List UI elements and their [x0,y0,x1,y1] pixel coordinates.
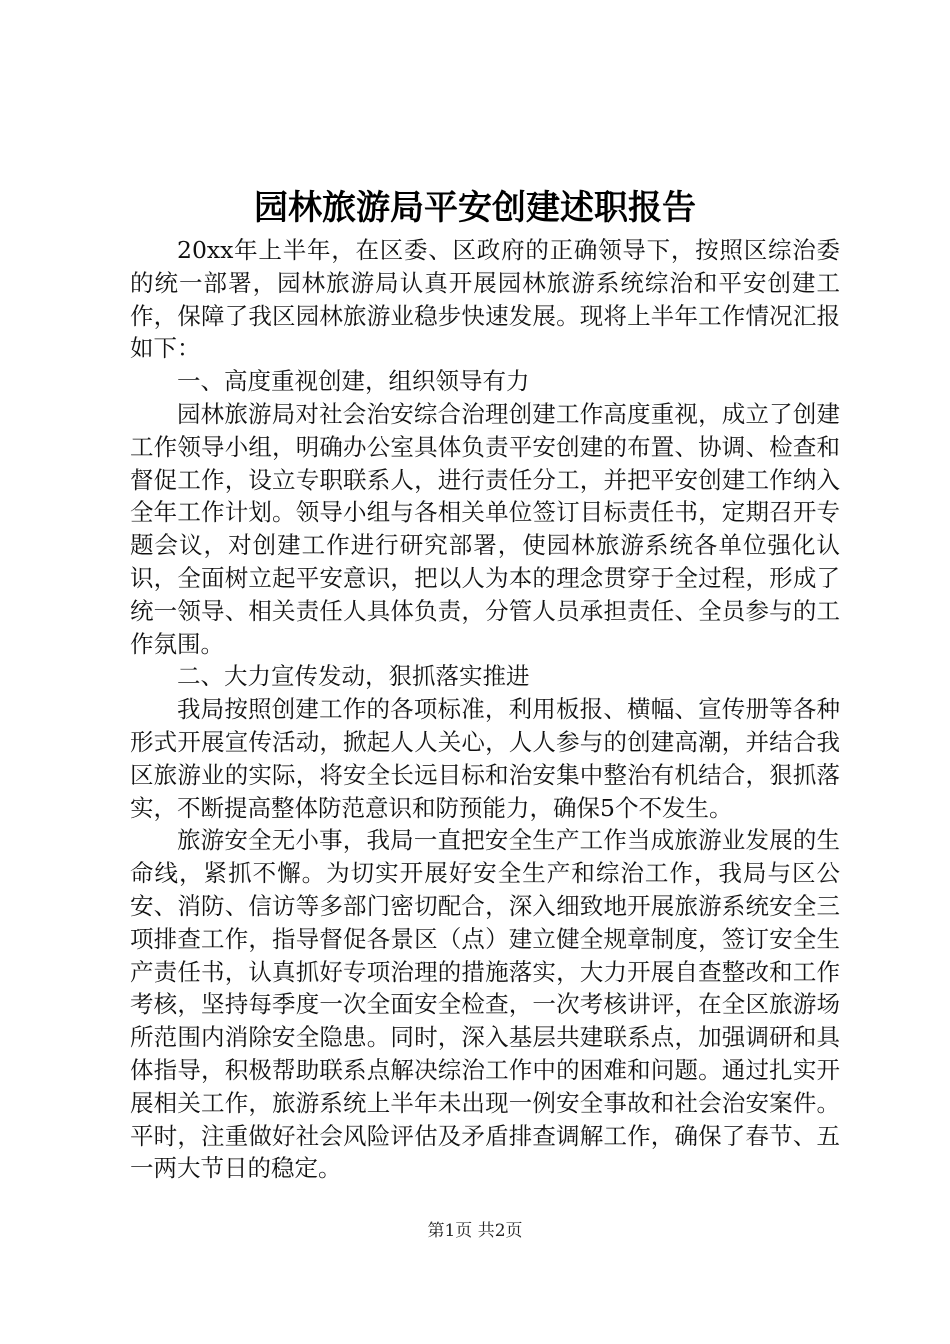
document-body [130,234,840,1185]
section-heading-2: 二、大力宣传发动，狠抓落实推进 [177,662,530,691]
page-number-footer: 第1页 共2页 [427,1221,523,1241]
section-2-paragraph-1: 我局按照创建工作的各项标准，利用板报、横幅、宣传册等各种形式开展宣传活动，掀起人人关心，人人参与的创建高潮，并结合我区旅游业的实际，将安全长远目标和治安集中整治有机结合，狠抓落实，不断提高整体防范意识和防预能力，确保5个不发生。 [130,695,840,822]
document-title: 园林旅游局平安创建述职报告 [254,188,696,228]
intro-paragraph: 20xx年上半年，在区委、区政府的正确领导下，按照区综治委的统一部署，园林旅游局认真开展园林旅游系统综治和平安创建工作，保障了我区园林旅游业稳步快速发展。现将上半年工作情况汇报如下： [130,236,840,363]
section-2-paragraph-2: 旅游安全无小事，我局一直把安全生产工作当成旅游业发展的生命线，紧抓不懈。为切实开展好安全生产和综治工作，我局与区公安、消防、信访等多部门密切配合，深入细致地开展旅游系统安全三项排查工作，指导督促各景区（点）建立健全规章制度，签订安全生产责任书，认真抓好专项治理的措施落实，大力开展自查整改和工作考核，坚持每季度一次全面安全检查，一次考核讲评，在全区旅游场所范围内消除安全隐患。同时，深入基层共建联系点，加强调研和具体指导，积极帮助联系点解决综治工作中的困难和问题。通过扎实开展相关工作，旅游系统上半年未出现一例安全事故和社会治安案件。平时，注重做好社会风险评估及矛盾排查调解工作，确保了春节、五一两大节日的稳定。 [130,826,840,1183]
section-heading-1: 一、高度重视创建，组织领导有力 [177,367,530,396]
section-1-paragraph: 园林旅游局对社会治安综合治理创建工作高度重视，成立了创建工作领导小组，明确办公室具体负责平安创建的布置、协调、检查和督促工作，设立专职联系人，进行责任分工，并把平安创建工作纳入全年工作计划。领导小组与各相关单位签订目标责任书，定期召开专题会议，对创建工作进行研究部署，使园林旅游系统各单位强化认识，全面树立起平安意识，把以人为本的理念贯穿于全过程，形成了统一领导、相关责任人具体负责，分管人员承担责任、全员参与的工作氛围。 [130,399,840,658]
